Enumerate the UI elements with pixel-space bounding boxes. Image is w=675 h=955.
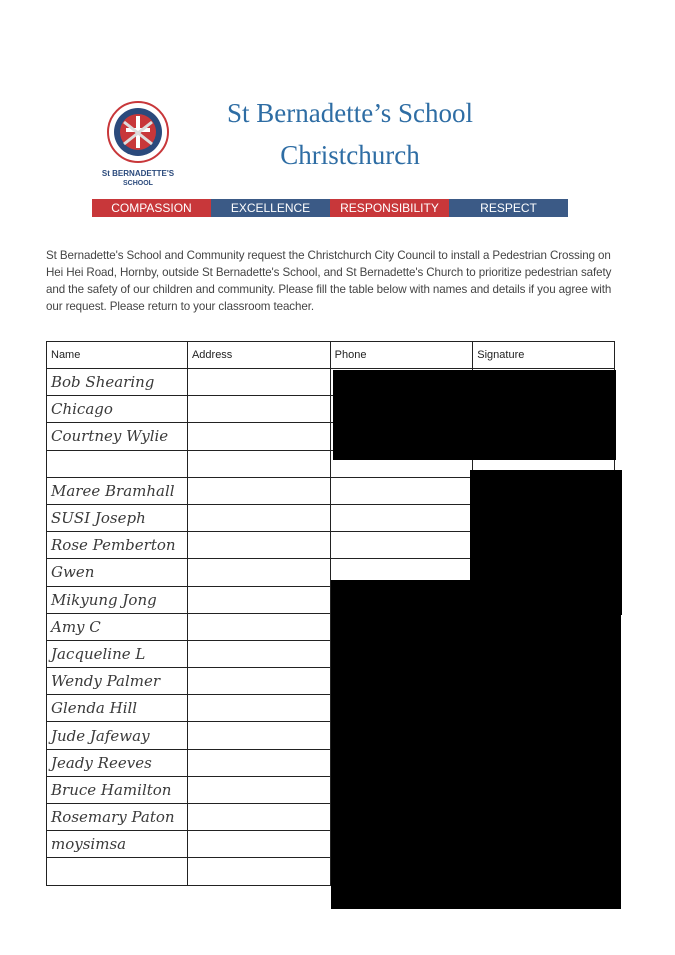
name-cell	[47, 640, 188, 667]
handwritten-name: moysimsa	[51, 835, 127, 854]
name-cell	[47, 450, 188, 477]
address-cell	[187, 450, 330, 477]
name-cell	[47, 559, 188, 586]
address-cell	[187, 369, 330, 396]
name-cell	[47, 504, 188, 531]
handwritten-name: Rose Pemberton	[51, 536, 176, 555]
petition-request-text: St Bernadette's School and Community request the Christchurch City Council to install a Pedestrian Crossing on Hei Hei Road, Hornby, outside St Bernadette's School, and St Bernadette's Church to prioritize pedestrian safety and the safety of our children and community. Please fill the table below with names and details if you agree with our request. Please return to your classroom teacher.	[46, 249, 612, 313]
address-cell	[187, 749, 330, 776]
address-cell	[187, 722, 330, 749]
handwritten-name: Gwen	[51, 563, 95, 582]
column-header-name: Name	[47, 342, 188, 369]
school-logo	[100, 98, 176, 190]
phone-cell	[330, 504, 473, 531]
handwritten-name: Rosemary Paton	[51, 808, 175, 827]
address-cell	[187, 477, 330, 504]
handwritten-name: Wendy Palmer	[51, 672, 161, 691]
column-header-address: Address	[187, 342, 330, 369]
name-cell	[47, 423, 188, 450]
name-cell	[47, 695, 188, 722]
table-header-row	[47, 342, 615, 369]
address-cell	[187, 668, 330, 695]
value-compassion: COMPASSION	[92, 199, 211, 217]
value-respect: RESPECT	[449, 199, 568, 217]
redaction-block	[331, 580, 621, 909]
address-cell	[187, 858, 330, 885]
address-cell	[187, 776, 330, 803]
phone-cell	[330, 532, 473, 559]
handwritten-name: Chicago	[51, 400, 113, 419]
address-cell	[187, 804, 330, 831]
name-cell	[47, 858, 188, 885]
address-cell	[187, 695, 330, 722]
name-cell	[47, 532, 188, 559]
handwritten-name: Courtney Wylie	[51, 427, 169, 446]
name-cell	[47, 831, 188, 858]
address-cell	[187, 613, 330, 640]
address-cell	[187, 559, 330, 586]
column-header-signature: Signature	[473, 342, 615, 369]
handwritten-name: Glenda Hill	[51, 699, 138, 718]
name-cell	[47, 613, 188, 640]
name-cell	[47, 668, 188, 695]
phone-cell	[330, 477, 473, 504]
column-header-phone: Phone	[330, 342, 473, 369]
address-cell	[187, 504, 330, 531]
name-cell	[47, 722, 188, 749]
handwritten-name: Jeady Reeves	[51, 753, 152, 772]
handwritten-name: Bob Shearing	[51, 373, 155, 392]
name-cell	[47, 586, 188, 613]
name-cell	[47, 369, 188, 396]
address-cell	[187, 396, 330, 423]
handwritten-name: SUSI Joseph	[51, 509, 146, 528]
name-cell	[47, 477, 188, 504]
handwritten-name: Jacqueline L	[51, 644, 146, 663]
address-cell	[187, 831, 330, 858]
name-cell	[47, 396, 188, 423]
handwritten-name: Bruce Hamilton	[51, 780, 172, 799]
school-city: Christchurch	[280, 140, 420, 170]
svg-text:SCHOOL: SCHOOL	[123, 180, 153, 187]
value-responsibility: RESPONSIBILITY	[330, 199, 449, 217]
address-cell	[187, 586, 330, 613]
name-cell	[47, 804, 188, 831]
address-cell	[187, 532, 330, 559]
school-values-bar	[92, 199, 568, 217]
address-cell	[187, 640, 330, 667]
value-excellence: EXCELLENCE	[211, 199, 330, 217]
handwritten-name: Mikyung Jong	[51, 590, 157, 609]
handwritten-name: Amy C	[51, 617, 101, 636]
address-cell	[187, 423, 330, 450]
school-name: St Bernadette’s School	[227, 98, 473, 128]
redaction-block	[333, 370, 616, 460]
name-cell	[47, 749, 188, 776]
name-cell	[47, 776, 188, 803]
handwritten-name: Jude Jafeway	[51, 726, 150, 745]
handwritten-name: Maree Bramhall	[51, 481, 175, 500]
svg-text:St BERNADETTE'S: St BERNADETTE'S	[101, 169, 175, 178]
